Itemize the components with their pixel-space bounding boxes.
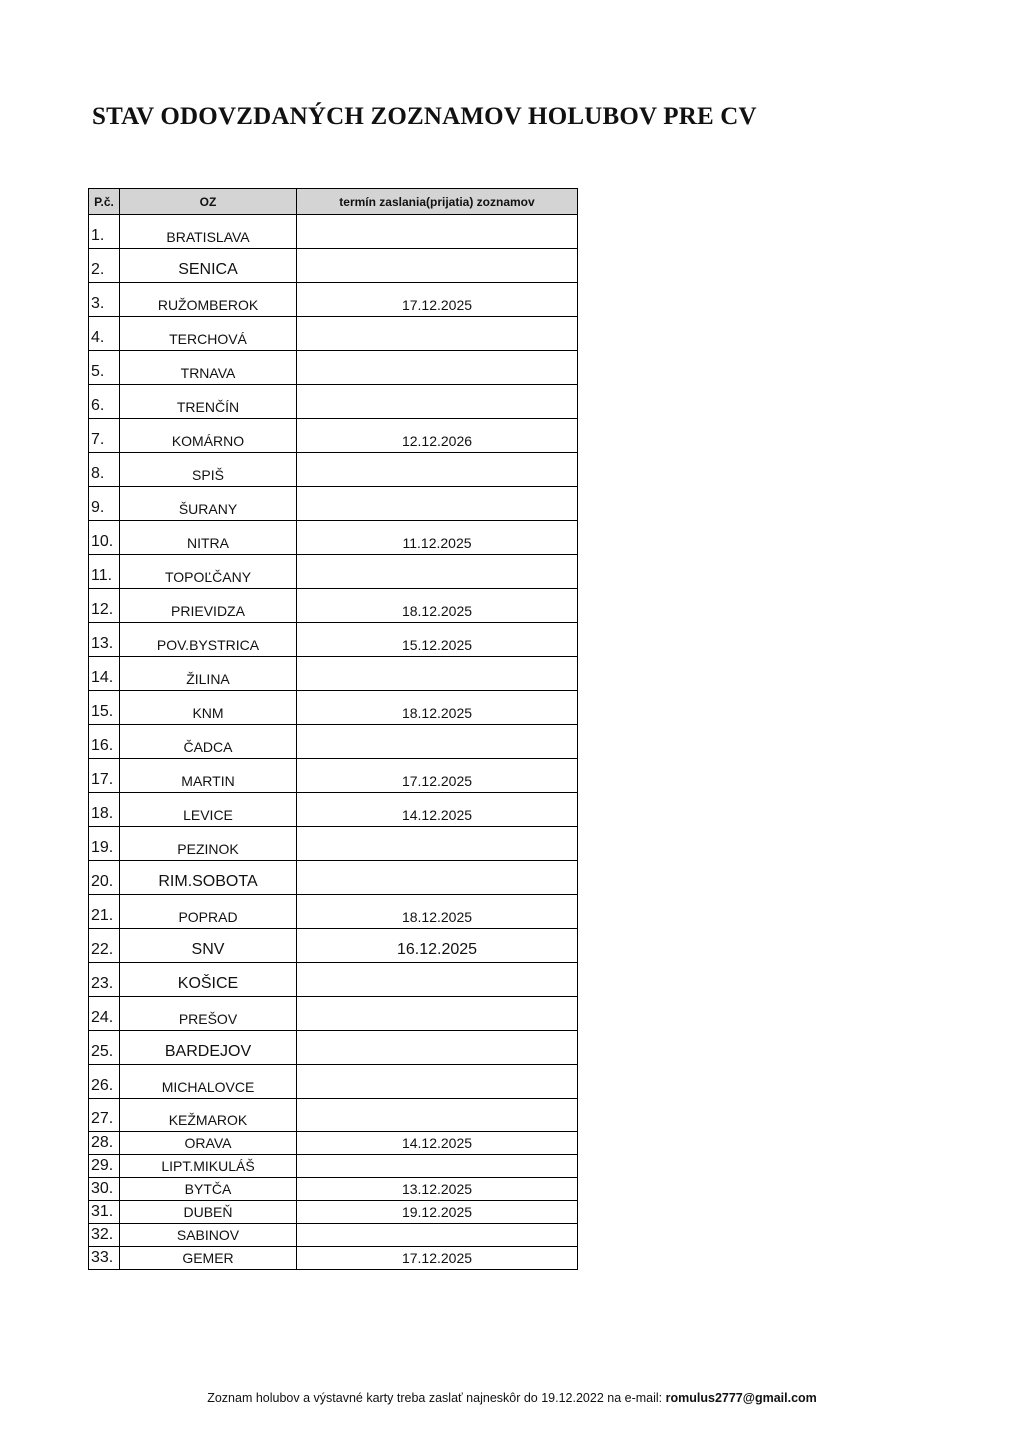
table-row — [89, 453, 578, 487]
table-row — [89, 827, 578, 861]
row-oz: KEŽMAROK — [120, 1099, 297, 1132]
row-date — [297, 215, 578, 249]
row-date — [297, 997, 578, 1031]
row-number: 21. — [89, 895, 120, 929]
table-row — [89, 1099, 578, 1132]
row-date — [297, 657, 578, 691]
row-oz: DUBEŇ — [120, 1201, 297, 1224]
row-date: 14.12.2025 — [297, 1132, 578, 1155]
row-oz: BARDEJOV — [120, 1031, 297, 1065]
row-oz: RIM.SOBOTA — [120, 861, 297, 895]
row-number: 32. — [89, 1224, 120, 1247]
row-number: 12. — [89, 589, 120, 623]
table-row — [89, 691, 578, 725]
row-date: 14.12.2025 — [297, 793, 578, 827]
row-date — [297, 555, 578, 589]
row-date — [297, 1224, 578, 1247]
table-row — [89, 1065, 578, 1099]
row-number: 10. — [89, 521, 120, 555]
row-number: 4. — [89, 317, 120, 351]
row-oz: LIPT.MIKULÁŠ — [120, 1155, 297, 1178]
row-date — [297, 385, 578, 419]
row-number: 30. — [89, 1178, 120, 1201]
row-number: 15. — [89, 691, 120, 725]
row-number: 29. — [89, 1155, 120, 1178]
row-number: 27. — [89, 1099, 120, 1132]
row-date — [297, 827, 578, 861]
row-date: 12.12.2026 — [297, 419, 578, 453]
row-date: 18.12.2025 — [297, 895, 578, 929]
row-number: 17. — [89, 759, 120, 793]
row-oz: POV.BYSTRICA — [120, 623, 297, 657]
table-row — [89, 419, 578, 453]
table-row — [89, 351, 578, 385]
row-oz: RUŽOMBEROK — [120, 283, 297, 317]
row-oz: PEZINOK — [120, 827, 297, 861]
table-row — [89, 283, 578, 317]
page-title: STAV ODOVZDANÝCH ZOZNAMOV HOLUBOV PRE CV — [92, 103, 757, 130]
row-date — [297, 249, 578, 283]
row-number: 2. — [89, 249, 120, 283]
table-row — [89, 589, 578, 623]
row-oz: POPRAD — [120, 895, 297, 929]
row-oz: BRATISLAVA — [120, 215, 297, 249]
row-number: 1. — [89, 215, 120, 249]
row-oz: ORAVA — [120, 1132, 297, 1155]
row-date: 11.12.2025 — [297, 521, 578, 555]
table-row — [89, 1155, 578, 1178]
row-oz: SPIŠ — [120, 453, 297, 487]
row-date — [297, 1155, 578, 1178]
row-oz: PREŠOV — [120, 997, 297, 1031]
row-oz: TERCHOVÁ — [120, 317, 297, 351]
row-oz: PRIEVIDZA — [120, 589, 297, 623]
row-date: 17.12.2025 — [297, 1247, 578, 1270]
row-date — [297, 487, 578, 521]
row-date — [297, 861, 578, 895]
row-date: 13.12.2025 — [297, 1178, 578, 1201]
row-oz: KOŠICE — [120, 963, 297, 997]
row-oz: NITRA — [120, 521, 297, 555]
row-number: 6. — [89, 385, 120, 419]
table-row — [89, 1201, 578, 1224]
table-row — [89, 997, 578, 1031]
table-row — [89, 861, 578, 895]
table-row — [89, 1031, 578, 1065]
table-row — [89, 759, 578, 793]
row-oz: ČADCA — [120, 725, 297, 759]
table-row — [89, 929, 578, 963]
table-row — [89, 249, 578, 283]
row-date — [297, 317, 578, 351]
row-number: 31. — [89, 1201, 120, 1224]
header-number: P.č. — [89, 189, 120, 215]
table-row — [89, 317, 578, 351]
row-number: 28. — [89, 1132, 120, 1155]
row-number: 24. — [89, 997, 120, 1031]
row-number: 23. — [89, 963, 120, 997]
table-row — [89, 215, 578, 249]
row-oz: MICHALOVCE — [120, 1065, 297, 1099]
row-oz: LEVICE — [120, 793, 297, 827]
table-row — [89, 725, 578, 759]
row-number: 9. — [89, 487, 120, 521]
row-number: 7. — [89, 419, 120, 453]
row-oz: ŠURANY — [120, 487, 297, 521]
row-number: 33. — [89, 1247, 120, 1270]
table-row — [89, 793, 578, 827]
row-date — [297, 1099, 578, 1132]
table-row — [89, 385, 578, 419]
row-number: 13. — [89, 623, 120, 657]
row-oz: TRNAVA — [120, 351, 297, 385]
table-header-row — [89, 189, 578, 215]
row-oz: SABINOV — [120, 1224, 297, 1247]
row-number: 19. — [89, 827, 120, 861]
row-oz: ŽILINA — [120, 657, 297, 691]
row-date: 17.12.2025 — [297, 759, 578, 793]
row-date — [297, 725, 578, 759]
row-number: 11. — [89, 555, 120, 589]
row-number: 14. — [89, 657, 120, 691]
header-date: termín zaslania(prijatia) zoznamov — [297, 189, 578, 215]
row-oz: KNM — [120, 691, 297, 725]
table-row — [89, 521, 578, 555]
footer-text: Zoznam holubov a výstavné karty treba zaslať najneskôr do 19.12.2022 na e-mail: — [207, 1391, 663, 1405]
row-oz: MARTIN — [120, 759, 297, 793]
table-row — [89, 623, 578, 657]
row-number: 5. — [89, 351, 120, 385]
submission-table — [88, 188, 578, 1270]
row-date: 18.12.2025 — [297, 691, 578, 725]
row-oz: GEMER — [120, 1247, 297, 1270]
row-date — [297, 351, 578, 385]
row-number: 22. — [89, 929, 120, 963]
row-date — [297, 1031, 578, 1065]
row-oz: KOMÁRNO — [120, 419, 297, 453]
row-date — [297, 963, 578, 997]
row-date — [297, 453, 578, 487]
row-date: 18.12.2025 — [297, 589, 578, 623]
footer-note — [0, 1391, 1024, 1405]
table-row — [89, 895, 578, 929]
table-row — [89, 1247, 578, 1270]
row-oz: TRENČÍN — [120, 385, 297, 419]
table-row — [89, 963, 578, 997]
row-oz: SNV — [120, 929, 297, 963]
row-date: 19.12.2025 — [297, 1201, 578, 1224]
row-date: 17.12.2025 — [297, 283, 578, 317]
table-row — [89, 555, 578, 589]
row-date — [297, 1065, 578, 1099]
table-row — [89, 1178, 578, 1201]
table-row — [89, 1224, 578, 1247]
table-body — [89, 215, 578, 1270]
row-date: 16.12.2025 — [297, 929, 578, 963]
row-oz: SENICA — [120, 249, 297, 283]
row-number: 25. — [89, 1031, 120, 1065]
row-number: 18. — [89, 793, 120, 827]
row-number: 16. — [89, 725, 120, 759]
row-number: 20. — [89, 861, 120, 895]
row-oz: BYTČA — [120, 1178, 297, 1201]
table-row — [89, 487, 578, 521]
footer-email[interactable]: romulus2777@gmail.com — [665, 1391, 817, 1405]
table-row — [89, 657, 578, 691]
row-number: 26. — [89, 1065, 120, 1099]
header-oz: OZ — [120, 189, 297, 215]
row-oz: TOPOĽČANY — [120, 555, 297, 589]
row-date: 15.12.2025 — [297, 623, 578, 657]
row-number: 8. — [89, 453, 120, 487]
table-row — [89, 1132, 578, 1155]
row-number: 3. — [89, 283, 120, 317]
